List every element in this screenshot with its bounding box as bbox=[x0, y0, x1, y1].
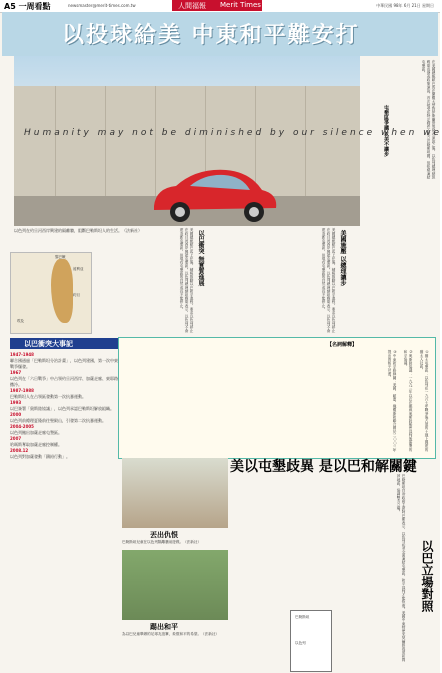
map-label: 敘利亞 bbox=[73, 267, 84, 271]
issue-date: 中華民國 98年 6月 21日 星期日 bbox=[376, 3, 434, 8]
photo-caption-text: 巴勒斯坦兒童在以色列隔離牆前遊戲。（法新社） bbox=[122, 540, 202, 544]
column-title: 以巴衝突 無實質進展 bbox=[197, 230, 204, 287]
sidebar-subhead: 屯墾區爭議 以美不讓步 bbox=[383, 105, 389, 157]
timeline-entry: 1993 以巴簽署「奧斯陸協議」，以色列承認巴勒斯坦解放組織。 bbox=[10, 400, 114, 411]
timeline bbox=[10, 352, 120, 662]
region-map bbox=[10, 252, 92, 334]
photo-caption-text: 為以巴兒童舉辦的足球友誼賽，象徵和平的希望。（法新社） bbox=[122, 632, 220, 636]
article-column: 美國總統歐巴馬上任後，積極推動以巴和平進程，要求以色列停止在約旦河西岸興建屯墾區。以色列總理納坦雅胡表示，以色列不會建造新屯墾區，但現有屯墾區的自然成長不能停止。 bbox=[322, 228, 336, 333]
glossary-box bbox=[118, 337, 436, 459]
children-photo bbox=[122, 458, 228, 528]
glossary-title: 【名詞解釋】 bbox=[327, 342, 358, 348]
main-headline: 以投球給美 中東和平難安打 bbox=[62, 22, 360, 48]
red-car-icon bbox=[146, 166, 282, 224]
glossary-body: ①猶太屯墾區：以色列在一九六七年戰爭後占領的土地上興建的猶太人社區。 ②奧斯陸協議：一九九三年以巴在挪威奧斯陸秘密談判後簽署的和平協議。 ③中東和平路線圖：美國、歐盟、俄羅斯和聯合國於二○○三年提出的和平計畫。 bbox=[388, 350, 429, 452]
timeline-entry: 2007 哈瑪斯奪取加薩走廊控制權。 bbox=[10, 436, 62, 447]
newspaper-logo: 人間福報 Merit Times bbox=[172, 0, 262, 11]
column-title: 美國施壓 以總理讓步 bbox=[339, 230, 346, 287]
comparison-headline: 以巴立場對照 bbox=[420, 540, 434, 612]
map-label: 黎巴嫩 bbox=[55, 255, 66, 259]
timeline-entry: 1967 以色列在「六日戰爭」中占領約旦河西岸、加薩走廊、東耶路撒冷。 bbox=[10, 370, 118, 387]
sidebar-article: 在美國總統歐巴馬在開羅大學對伊斯蘭世界發表演說之後，以色列總理納坦雅胡也發表政策演說，首次接受在特定條件下建立巴勒斯坦國，但拒絕凍結屯墾區。 bbox=[422, 60, 436, 179]
timeline-entry: 2000 以色列前總理夏隆前往聖殿山，引發第二次抗暴運動。 bbox=[10, 412, 106, 423]
section-label: A5 一周看點 bbox=[4, 2, 51, 11]
map-label: 埃及 bbox=[17, 319, 24, 323]
timeline-entry: 1947-1948 聯合國通過「巴勒斯坦分治計畫」，以色列建國，第一次中東戰爭爆發。 bbox=[10, 352, 118, 369]
map-label: 約旦 bbox=[73, 293, 80, 297]
timeline-header: 以巴衝突大事記 bbox=[10, 338, 118, 349]
soccer-photo bbox=[122, 550, 228, 620]
timeline-entry: 1987-1988 巴勒斯坦人在占領區發動第一次抗暴運動。 bbox=[10, 388, 86, 399]
second-headline: 美以屯墾歧異 是以巴和解關鍵 bbox=[230, 459, 417, 475]
israel-territory bbox=[51, 259, 73, 323]
photo-caption: 以色列在約旦河西岸興建的隔離牆，阻斷巴勒斯坦人的生活。（法新社） bbox=[14, 228, 142, 233]
comparison-box: 巴勒斯坦 以色列 bbox=[290, 610, 332, 672]
article-column: 美國總統歐巴馬上任後，積極推動以巴和平進程，要求以色列停止在約旦河西岸興建屯墾區。以色列總理納坦雅胡表示，以色列不會建造新屯墾區，但現有屯墾區的自然成長不能停止。 bbox=[180, 228, 194, 333]
headline-banner bbox=[2, 12, 438, 56]
lower-article: 巴勒斯坦自治政府主席阿巴斯表示，以色列必須全面凍結屯墾區，和平談判才能恢復。美國中東特使米契爾將再度訪問該地區，協調雙方立場。 bbox=[397, 474, 406, 662]
section-url: newsmaster@merit-times.com.tw bbox=[68, 3, 136, 8]
timeline-entry: 2004-2005 以色列撤出加薩走廊屯墾區。 bbox=[10, 424, 62, 435]
photo-caption-title: 踢出和平 bbox=[150, 623, 178, 631]
wall-graffiti: Humanity may not be diminished by our silence when we bbox=[24, 128, 442, 138]
timeline-entry: 2008.12 以色列對加薩發動「鑄鉛行動」。 bbox=[10, 448, 70, 459]
photo-caption-title: 丟出仇恨 bbox=[150, 531, 178, 539]
